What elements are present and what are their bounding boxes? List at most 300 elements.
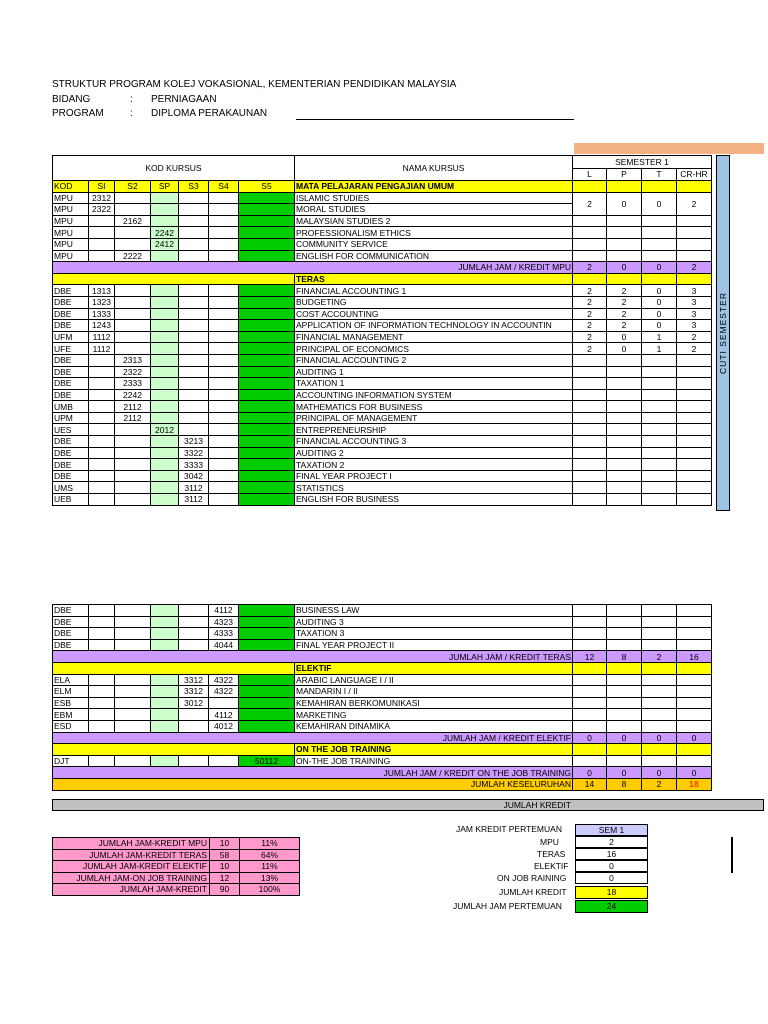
sem-5-code [239, 447, 295, 459]
mpu-total-row [53, 262, 712, 274]
course-code: ELM [53, 686, 89, 698]
sem1-t: 0 [642, 296, 677, 308]
sem1-cr [677, 447, 712, 459]
grand-total-label: JUMLAH KESELURUHAN [53, 778, 573, 790]
sem-3-code [179, 204, 209, 216]
teras-header-label: TERAS [295, 273, 573, 285]
course-code: DBE [53, 616, 89, 628]
course-name: ENGLISH FOR BUSINESS [295, 494, 573, 506]
sem1-t [642, 470, 677, 482]
pertemuan-jam-label: JUMLAH JAM PERTEMUAN [453, 901, 562, 911]
sem-5-code [239, 482, 295, 494]
sem1-empty [573, 238, 607, 250]
sem1-t [642, 755, 677, 767]
sem1-p [607, 639, 642, 651]
sem1-p: 2 [607, 308, 642, 320]
sem-3-code [179, 639, 209, 651]
elektif-total-p: 0 [607, 732, 642, 744]
sem1-l [573, 482, 607, 494]
sem-4-code: 4323 [209, 616, 239, 628]
course-code: EBM [53, 709, 89, 721]
sem-4-code [209, 250, 239, 262]
sem1-cr [677, 459, 712, 471]
sem1-empty [607, 227, 642, 239]
sem1-l [573, 639, 607, 651]
course-code: UES [53, 424, 89, 436]
sem-2-code [115, 605, 151, 617]
summary-label: JUMLAH JAM-ON JOB TRAINING [53, 872, 210, 884]
table-row [53, 436, 712, 448]
sem-1-code [89, 227, 115, 239]
mpu-total-l: 2 [573, 262, 607, 274]
sem-5-code [239, 215, 295, 227]
course-name: FINANCIAL ACCOUNTING 3 [295, 436, 573, 448]
mpu-total-cr: 2 [677, 262, 712, 274]
sem1-empty [642, 250, 677, 262]
sem1-t [642, 709, 677, 721]
pertemuan-teras: 16 [575, 848, 648, 860]
course-code: UMB [53, 401, 89, 413]
table-row [53, 709, 712, 721]
sem1-p: 2 [607, 320, 642, 332]
sem-4-code [209, 755, 239, 767]
pertemuan-elektif: 0 [575, 860, 648, 872]
sem-2-code [115, 204, 151, 216]
sem-5-code [239, 686, 295, 698]
table-row [53, 470, 712, 482]
table-row [53, 424, 712, 436]
sem1-p [607, 424, 642, 436]
sem-1-code: 1333 [89, 308, 115, 320]
summary-row [53, 884, 300, 896]
sem1-cr [677, 354, 712, 366]
sem-5-code [239, 296, 295, 308]
sem1-l: 2 [573, 308, 607, 320]
summary-row [53, 838, 300, 850]
sem-3-code: 3322 [179, 447, 209, 459]
sem1-t [642, 494, 677, 506]
sem-sp-code [151, 378, 179, 390]
sem-2-code [115, 494, 151, 506]
table-row [53, 238, 712, 250]
sem1-p [607, 628, 642, 640]
sem1-p [607, 482, 642, 494]
table-row [53, 628, 712, 640]
sem1-cr: 2 [677, 331, 712, 343]
sem-5-code [239, 285, 295, 297]
elektif-total-t: 0 [642, 732, 677, 744]
table-row [53, 285, 712, 297]
sem-sp-code [151, 366, 179, 378]
sem1-cr: 3 [677, 296, 712, 308]
sem-2-code: 2222 [115, 250, 151, 262]
sem-5-code [239, 401, 295, 413]
col-s3: S3 [179, 181, 209, 193]
sem1-empty [607, 250, 642, 262]
sem1-p [607, 354, 642, 366]
sem-5-code [239, 378, 295, 390]
bidang-colon: : [130, 94, 133, 105]
sem-2-code [115, 285, 151, 297]
summary-row [53, 849, 300, 861]
course-name: ENGLISH FOR COMMUNICATION [295, 250, 573, 262]
sem1-p [607, 470, 642, 482]
sem-5-code [239, 354, 295, 366]
course-name: MORAL STUDIES [295, 204, 573, 216]
sem-1-code: 1243 [89, 320, 115, 332]
sem1-cr: 3 [677, 308, 712, 320]
sem-sp-code [151, 389, 179, 401]
sem-5-code: 50112 [239, 755, 295, 767]
sem-sp-code [151, 354, 179, 366]
course-code: ESB [53, 697, 89, 709]
sem-4-code [209, 215, 239, 227]
table-row [53, 250, 712, 262]
sem-3-code: 3042 [179, 470, 209, 482]
sem-2-code [115, 482, 151, 494]
sem-5-code [239, 343, 295, 355]
sem1-t: 1 [642, 331, 677, 343]
sem1-l [573, 459, 607, 471]
course-code: MPU [53, 215, 89, 227]
teras-rows-continued [53, 605, 712, 651]
sem-3-code [179, 628, 209, 640]
sem-5-code [239, 674, 295, 686]
sem-1-code [89, 389, 115, 401]
course-name: KEMAHIRAN DINAMIKA [295, 720, 573, 732]
sem-1-code [89, 605, 115, 617]
sem1-t [642, 459, 677, 471]
sem1-p [607, 720, 642, 732]
sem-2-code [115, 447, 151, 459]
grand-total-p: 8 [607, 778, 642, 790]
sem1-l [573, 354, 607, 366]
sem1-p: 0 [607, 331, 642, 343]
pertemuan-sem: SEM 1 [575, 824, 648, 836]
program-label: PROGRAM [52, 108, 104, 119]
sem-sp-code [151, 697, 179, 709]
table-row [53, 639, 712, 651]
sem1-l: 2 [573, 296, 607, 308]
sem-2-code [115, 470, 151, 482]
sem-3-code [179, 320, 209, 332]
course-code: DBE [53, 308, 89, 320]
sem-sp-code [151, 686, 179, 698]
sem-sp-code [151, 285, 179, 297]
kod-kursus-header: KOD KURSUS [53, 156, 295, 181]
sem-2-code: 2313 [115, 354, 151, 366]
sem1-l [573, 389, 607, 401]
course-code: DBE [53, 436, 89, 448]
teras-total-row [53, 651, 712, 663]
ojt-total-label: JUMLAH JAM / KREDIT ON THE JOB TRAINING [53, 767, 573, 779]
table-row [53, 378, 712, 390]
sem1-cr: 3 [677, 320, 712, 332]
sem-4-code [209, 238, 239, 250]
sem1-t [642, 482, 677, 494]
ojt-total-l: 0 [573, 767, 607, 779]
sem-4-code [209, 227, 239, 239]
nama-kursus-header: NAMA KURSUS [295, 156, 573, 181]
course-code: DBE [53, 628, 89, 640]
course-code: MPU [53, 227, 89, 239]
sem-2-code [115, 192, 151, 204]
sem1-l [573, 709, 607, 721]
sem-4-code [209, 308, 239, 320]
sem1-t [642, 686, 677, 698]
course-code: DBE [53, 320, 89, 332]
teras-rows [53, 285, 712, 505]
course-code: DBE [53, 639, 89, 651]
course-code: DBE [53, 285, 89, 297]
sem-4-code [209, 320, 239, 332]
course-code: ESD [53, 720, 89, 732]
sem-4-code [209, 285, 239, 297]
course-name: AUDITING 3 [295, 616, 573, 628]
table-row [53, 755, 712, 767]
sem1-empty [642, 215, 677, 227]
course-code: UMS [53, 482, 89, 494]
sem1-t: 0 [642, 285, 677, 297]
sem1-empty [642, 227, 677, 239]
table-header-row-1 [53, 156, 712, 169]
sem1-l [573, 412, 607, 424]
sem-5-code [239, 227, 295, 239]
sem-1-code: 2312 [89, 192, 115, 204]
table-row [53, 331, 712, 343]
course-name: BUSINESS LAW [295, 605, 573, 617]
sem-4-code [209, 447, 239, 459]
sem-1-code [89, 354, 115, 366]
sem-2-code [115, 709, 151, 721]
sem1-t: 0 [642, 320, 677, 332]
course-name: TAXATION 2 [295, 459, 573, 471]
sem-3-code: 3112 [179, 494, 209, 506]
sem1-p [607, 686, 642, 698]
teras-total-p: 8 [607, 651, 642, 663]
sem1-p [607, 459, 642, 471]
table-row [53, 412, 712, 424]
col-s5: S5 [239, 181, 295, 193]
course-code: DBE [53, 389, 89, 401]
sem-3-code [179, 250, 209, 262]
course-name: PRINCIPAL OF ECONOMICS [295, 343, 573, 355]
sem1-t: 1 [642, 343, 677, 355]
sem-2-code [115, 331, 151, 343]
sem-3-code [179, 343, 209, 355]
col-s4: S4 [209, 181, 239, 193]
sem1-p [607, 674, 642, 686]
sem1-l [573, 378, 607, 390]
sem-sp-code [151, 192, 179, 204]
sem1-t [642, 436, 677, 448]
course-code: UEB [53, 494, 89, 506]
summary-row [53, 861, 300, 873]
sem-1-code [89, 697, 115, 709]
sem1-cr [677, 366, 712, 378]
course-table-top [52, 155, 712, 506]
sem-1-code [89, 215, 115, 227]
sem-5-code [239, 320, 295, 332]
sem-2-code [115, 436, 151, 448]
sem1-l [573, 470, 607, 482]
summary-label: JUMLAH JAM-KREDIT MPU [53, 838, 210, 850]
table-row [53, 686, 712, 698]
sem1-t: 0 [642, 308, 677, 320]
sem-4-code [209, 697, 239, 709]
sem-1-code: 2322 [89, 204, 115, 216]
elektif-section-header [53, 662, 712, 674]
pertemuan-title: JAM KREDIT PERTEMUAN [456, 824, 562, 834]
sem-sp-code [151, 470, 179, 482]
course-name: MATHEMATICS FOR BUSINESS [295, 401, 573, 413]
sem-2-code [115, 424, 151, 436]
sem-1-code [89, 459, 115, 471]
sem1-cr: 2 [677, 343, 712, 355]
sem1-l [573, 755, 607, 767]
mpu-total-t: 0 [642, 262, 677, 274]
sem1-l: 2 [573, 285, 607, 297]
col-cr-hr: CR-HR [677, 168, 712, 181]
pertemuan-mpu: 2 [575, 836, 648, 848]
sem-3-code: 3312 [179, 674, 209, 686]
table-row [53, 697, 712, 709]
sem-1-code: 1112 [89, 331, 115, 343]
elektif-total-l: 0 [573, 732, 607, 744]
sem1-cr [677, 470, 712, 482]
course-name: AUDITING 1 [295, 366, 573, 378]
sem-3-code [179, 605, 209, 617]
sem1-p [607, 436, 642, 448]
sem-2-code [115, 238, 151, 250]
sem-sp-code [151, 720, 179, 732]
course-name: MALAYSIAN STUDIES 2 [295, 215, 573, 227]
course-name: MANDARIN I / II [295, 686, 573, 698]
sem-1-code [89, 238, 115, 250]
col-si: SI [89, 181, 115, 193]
table-row [53, 459, 712, 471]
pertemuan-teras-label: TERAS [537, 849, 566, 859]
sem1-l [573, 616, 607, 628]
sem1-cr [677, 628, 712, 640]
pertemuan-ojt-label: ON JOB RAINING [497, 873, 567, 883]
grand-total-l: 14 [573, 778, 607, 790]
course-name: ISLAMIC STUDIES [295, 192, 573, 204]
course-name: TAXATION 3 [295, 628, 573, 640]
sem-sp-code [151, 709, 179, 721]
sem-4-code: 4012 [209, 720, 239, 732]
course-table-bottom [52, 604, 712, 791]
course-name: FINANCIAL ACCOUNTING 2 [295, 354, 573, 366]
semester-header: SEMESTER 1 [573, 156, 712, 169]
sem-3-code [179, 412, 209, 424]
sem-sp-code [151, 343, 179, 355]
col-kod: KOD [53, 181, 89, 193]
sem1-p [607, 401, 642, 413]
sem1-cr [677, 424, 712, 436]
sem1-t [642, 424, 677, 436]
sem-5-code [239, 709, 295, 721]
sem-1-code [89, 755, 115, 767]
pertemuan-kredit: 18 [575, 886, 648, 899]
sem1-l [573, 366, 607, 378]
course-name: MARKETING [295, 709, 573, 721]
sem-3-code [179, 720, 209, 732]
summary-percent: 13% [240, 872, 300, 884]
course-code: DBE [53, 354, 89, 366]
sem-3-code [179, 192, 209, 204]
sem-2-code [115, 720, 151, 732]
sem1-empty [607, 215, 642, 227]
sem1-cr [677, 482, 712, 494]
course-name: APPLICATION OF INFORMATION TECHNOLOGY IN ACCOUNTIN [295, 320, 573, 332]
sem1-l [573, 494, 607, 506]
semester-top-bar [574, 143, 764, 154]
sem1-t [642, 628, 677, 640]
sem-3-code: 3312 [179, 686, 209, 698]
grand-total-row [53, 778, 712, 790]
sem1-empty [607, 238, 642, 250]
sem-4-code: 4322 [209, 674, 239, 686]
course-code: DBE [53, 366, 89, 378]
table-row [53, 354, 712, 366]
sem-sp-code [151, 447, 179, 459]
sem1-cr [677, 494, 712, 506]
sem1-empty [677, 250, 712, 262]
col-s2: S2 [115, 181, 151, 193]
sem-sp-code: 2412 [151, 238, 179, 250]
program-colon: : [130, 108, 133, 119]
sem-2-code [115, 755, 151, 767]
course-name: ON-THE JOB TRAINING [295, 755, 573, 767]
table-row [53, 366, 712, 378]
sem1-l [573, 447, 607, 459]
sem-4-code: 4333 [209, 628, 239, 640]
sem1-empty [573, 215, 607, 227]
sem1-cr [677, 378, 712, 390]
sem1-cr [677, 412, 712, 424]
sem-2-code [115, 227, 151, 239]
sem-3-code [179, 401, 209, 413]
table-row [53, 482, 712, 494]
mpu-section-header [53, 181, 712, 193]
sem-1-code [89, 436, 115, 448]
sem-1-code [89, 412, 115, 424]
sem-sp-code: 2242 [151, 227, 179, 239]
jumlah-kredit-bar [52, 799, 764, 811]
ojt-total-p: 0 [607, 767, 642, 779]
sem1-p [607, 389, 642, 401]
sem-4-code [209, 331, 239, 343]
course-name: FINANCIAL ACCOUNTING 1 [295, 285, 573, 297]
summary-label: JUMLAH JAM-KREDIT TERAS [53, 849, 210, 861]
summary-percent: 11% [240, 861, 300, 873]
sem-5-code [239, 628, 295, 640]
table-row [53, 343, 712, 355]
sem-5-code [239, 424, 295, 436]
sem-1-code [89, 639, 115, 651]
sem1-p [607, 447, 642, 459]
course-code: ELA [53, 674, 89, 686]
table-row [53, 215, 712, 227]
sem-5-code [239, 639, 295, 651]
sem1-p [607, 412, 642, 424]
sem-1-code [89, 250, 115, 262]
pertemuan-mpu-label: MPU [540, 837, 559, 847]
ojt-total-cr: 0 [677, 767, 712, 779]
sem-3-code [179, 331, 209, 343]
pertemuan-kredit-label: JUMLAH KREDIT [499, 887, 567, 897]
